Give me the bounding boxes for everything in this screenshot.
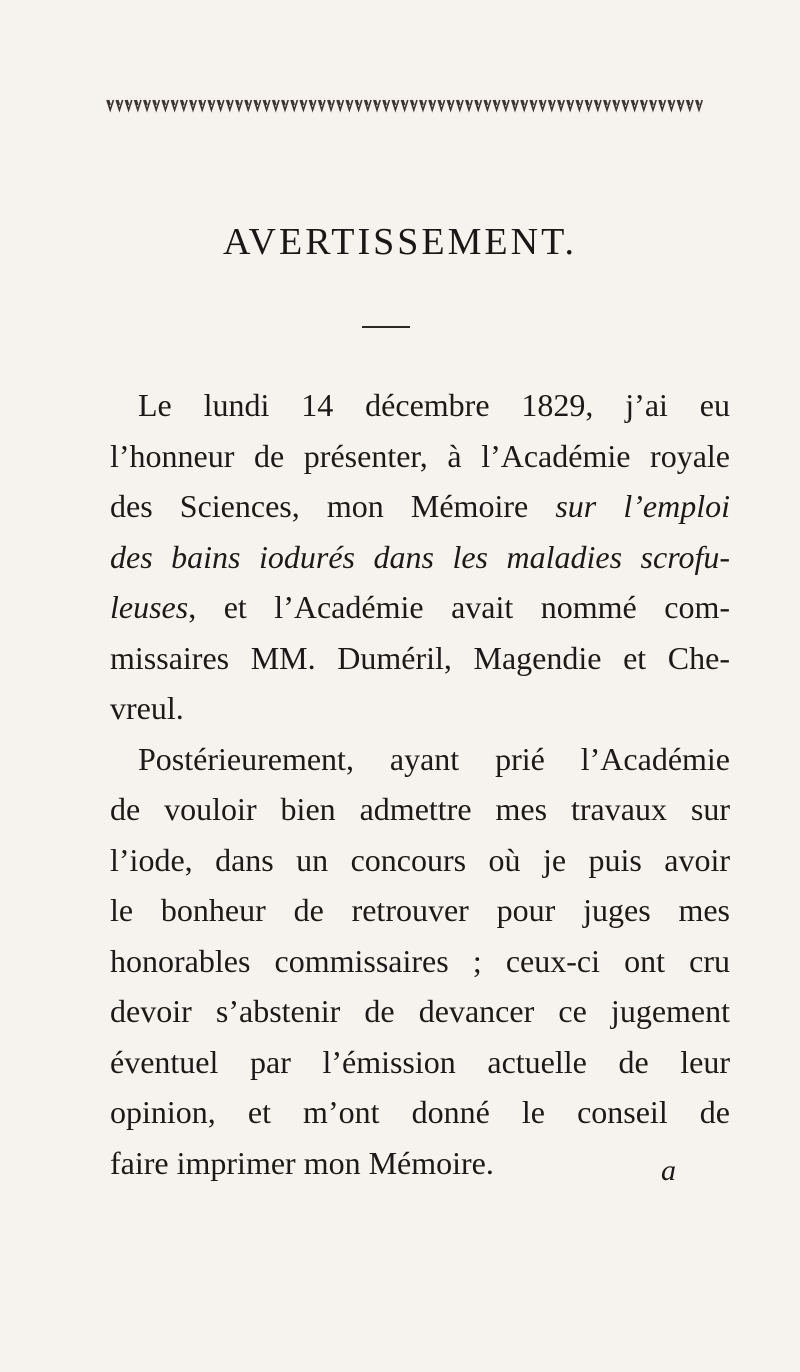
text-line: Le lundi 14 décembre 1829, j’ai eu bbox=[138, 387, 730, 423]
ornament-glyph bbox=[595, 100, 601, 110]
ornament-glyph bbox=[309, 100, 315, 110]
italic-title-line: des bains iodurés dans les maladies scrofu- bbox=[110, 538, 730, 575]
ornament-glyph bbox=[328, 100, 334, 110]
text-line: missaires MM. Duméril, Magendie et Che- bbox=[110, 639, 730, 676]
ornament-glyph bbox=[631, 100, 637, 110]
ornament-glyph bbox=[576, 100, 582, 110]
ornament-glyph bbox=[300, 100, 306, 110]
text-line: de vouloir bien admettre mes travaux sur bbox=[110, 791, 730, 827]
ornament-glyph bbox=[549, 100, 555, 110]
ornament-glyph bbox=[466, 100, 472, 110]
ornament-glyph bbox=[659, 100, 665, 110]
ornament-glyph bbox=[153, 100, 159, 110]
ornament-glyph bbox=[227, 100, 233, 110]
ornament-glyph bbox=[484, 100, 490, 110]
ornament-glyph bbox=[107, 100, 113, 110]
text-line: éventuel par l’émission actuelle de leur bbox=[110, 1043, 730, 1080]
ornament-glyph bbox=[217, 100, 223, 110]
ornamental-border bbox=[105, 96, 715, 114]
text-line bbox=[110, 481, 730, 532]
ornament-glyph bbox=[475, 100, 481, 110]
ornament-glyph bbox=[420, 100, 426, 110]
italic-title-segment: sur l’emploi bbox=[555, 488, 731, 524]
ornament-glyph bbox=[677, 100, 683, 110]
page-title: AVERTISSEMENT. bbox=[223, 221, 577, 263]
ornament-glyph bbox=[236, 100, 242, 110]
ornament-glyph bbox=[503, 100, 509, 110]
italic-title-segment: leuses bbox=[110, 589, 189, 625]
ornament-glyph bbox=[273, 100, 279, 110]
text-line: l’honneur de présenter, à l’Académie royale bbox=[110, 437, 730, 474]
ornament-glyph bbox=[447, 100, 453, 110]
text-line: opinion, et m’ont donné le conseil de bbox=[110, 1094, 730, 1130]
ornament-glyph bbox=[291, 100, 297, 110]
ornament-glyph bbox=[383, 100, 389, 110]
text-segment: , et l’Académie avait nommé com- bbox=[188, 589, 730, 625]
ornament-glyph bbox=[429, 100, 435, 110]
text-line: vreul. bbox=[110, 690, 184, 726]
ornament-glyph bbox=[355, 100, 361, 110]
ornament-glyph bbox=[558, 100, 564, 110]
text-line: Postérieurement, ayant prié l’Académie bbox=[138, 740, 730, 777]
ornament-glyph bbox=[539, 100, 545, 110]
ornament-glyph bbox=[493, 100, 499, 110]
divider-rule bbox=[362, 326, 410, 328]
ornament-glyph bbox=[521, 100, 527, 110]
ornament-glyph bbox=[135, 100, 141, 110]
ornament-glyph bbox=[162, 100, 168, 110]
ornament-glyph bbox=[411, 100, 417, 110]
ornament-glyph bbox=[668, 100, 674, 110]
ornament-glyph bbox=[641, 100, 647, 110]
ornament-glyph bbox=[199, 100, 205, 110]
ornament-glyph bbox=[181, 100, 187, 110]
ornament-glyph bbox=[208, 100, 214, 110]
ornament-glyph bbox=[613, 100, 619, 110]
ornament-glyph bbox=[254, 100, 260, 110]
text-line: honorables commissaires ; ceux-ci ont cru bbox=[110, 942, 730, 979]
ornament-glyph bbox=[190, 100, 196, 110]
ornament-glyph bbox=[622, 100, 628, 110]
ornament-glyph bbox=[457, 100, 463, 110]
text-line: le bonheur de retrouver pour juges mes bbox=[110, 892, 730, 928]
ornament-glyph bbox=[346, 100, 352, 110]
ornament-glyph bbox=[567, 100, 573, 110]
text-line: l’iode, dans un concours où je puis avoir bbox=[110, 841, 730, 878]
ornament-glyph bbox=[337, 100, 343, 110]
ornament-glyph bbox=[585, 100, 591, 110]
ornament-glyph bbox=[392, 100, 398, 110]
ornament-glyph bbox=[650, 100, 656, 110]
text-line bbox=[110, 582, 730, 633]
body-text bbox=[110, 380, 730, 1188]
ornament-glyph bbox=[401, 100, 407, 110]
signature-mark: a bbox=[661, 1154, 676, 1187]
ornament-glyph bbox=[125, 100, 131, 110]
ornament-glyph bbox=[530, 100, 536, 110]
text-segment: des Sciences, mon Mémoire bbox=[110, 488, 556, 524]
text-line: devoir s’abstenir de devancer ce jugement bbox=[110, 993, 730, 1029]
ornament-glyph bbox=[245, 100, 251, 110]
ornament-glyph bbox=[512, 100, 518, 110]
ornament-glyph bbox=[144, 100, 150, 110]
ornament-glyph bbox=[116, 100, 122, 110]
ornament-glyph bbox=[171, 100, 177, 110]
ornament-glyph bbox=[604, 100, 610, 110]
text-line: faire imprimer mon Mémoire. bbox=[110, 1144, 494, 1181]
ornament-glyph bbox=[263, 100, 269, 110]
ornament-glyph bbox=[696, 100, 702, 110]
ornament-glyph bbox=[365, 100, 371, 110]
ornament-glyph bbox=[374, 100, 380, 110]
ornament-glyph bbox=[319, 100, 325, 110]
ornament-glyph bbox=[282, 100, 288, 110]
ornament-glyph bbox=[438, 100, 444, 110]
ornament-glyph bbox=[687, 100, 693, 110]
